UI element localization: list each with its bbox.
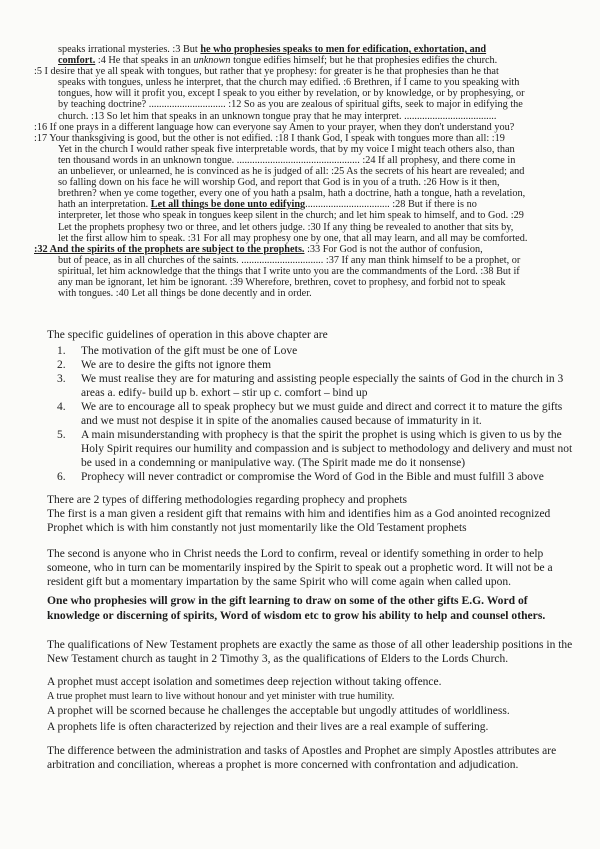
guidelines-intro: The specific guidelines of operation in this above chapter are xyxy=(47,329,328,341)
paragraph-qualifications: The qualifications of New Testament prophets are exactly the same as those of all other leadership positions in the New Testament church as taught in 2 Timothy 3, as the qualifications of Elders to the Lords Church. xyxy=(47,639,573,665)
scripture-line: :5 I desire that ye all speak with tongues, but rather that ye prophesy: for greater is he that prophesies than he that xyxy=(34,66,499,78)
scripture-line: with tongues. :40 Let all things be done decently and in order. xyxy=(58,288,312,300)
list-item: 4. We are to encourage all to speak prophecy but we must guide and direct and correct it to mature the gifts and we must not despise it in spite of the anomalies caused because of immaturity in it. xyxy=(57,401,563,427)
scripture-line: brethren? when ye come together, every one of you hath a psalm, hath a doctrine, hath a tongue, hath a revelation, xyxy=(58,188,526,200)
list-item: 2. We are to desire the gifts not ignore them xyxy=(57,359,272,371)
scripture-line: Yet in the church I would rather speak five interpretable words, that by my voice I might teach others also, than xyxy=(58,143,515,155)
list-item: 1. The motivation of the gift must be one of Love xyxy=(57,345,298,357)
scripture-line: hath an interpretation. Let all things be done unto edifying................................. :28 But if there is no xyxy=(58,199,477,211)
paragraph-difference: The difference between the administration and tasks of Apostles and Prophet are simply Apostles attributes are arbitration and conciliation, whereas a prophet is more concerned with confrontation and adjudication. xyxy=(47,745,557,771)
list-item: 6. Prophecy will never contradict or compromise the Word of God in the Bible and must fulfill 3 above xyxy=(57,471,544,483)
scripture-line: but of peace, as in all churches of the saints. ................................ :37 If any man think himself to be a prophet, or xyxy=(58,254,521,266)
scripture-line: church. :13 So let him that speaks in an unknown tongue pray that he may interpret. .................................... xyxy=(58,110,497,122)
scripture-passage xyxy=(34,44,574,299)
scripture-line: ten thousand words in an unknown tongue. ................................................ :24 If all prophesy, and there come in xyxy=(58,154,516,166)
scripture-line: let the first allow him to speak. :31 For all may prophesy one by one, that all may learn, and all may be comforted. xyxy=(58,232,528,244)
scripture-line: interpreter, let those who speak in tongues keep silent in the church; and let him speak to himself, and to God. :29 xyxy=(58,210,524,222)
scripture-line: speaks irrational mysteries. :3 But he who prophesies speaks to men for edification, exhortation, and xyxy=(58,44,487,55)
paragraph-second-type: The second is anyone who in Christ needs the Lord to confirm, reveal or identify something in order to help someone, who in turn can be momentarily inspired by the Spirit to speak out a prophetic word. It will not be a resident gift but a momentary impartation by the same Spirit who will come again when called upon. xyxy=(47,548,553,588)
scripture-line: :32 And the spirits of the prophets are subject to the prophets. :33 For God is not the author of confusion, xyxy=(34,243,483,255)
line-scorned: A prophet will be scorned because he challenges the acceptable but ungodly attitudes of worldliness. xyxy=(47,705,510,717)
paragraph-first-type: The first is a man given a resident gift that remains with him and identifies him as a God anointed recognized Prophet which is with him constantly not just momentarily like the Old Testament prophets xyxy=(47,508,551,534)
scripture-line: spiritual, let him acknowledge that the things that I write unto you are the commandments of the Lord. :38 But if xyxy=(58,265,520,277)
paragraph-growth: One who prophesies will grow in the gift learning to draw on some of the other gifts E.G. Word of knowledge or discerning of spirits, Word of wisdom etc to grow his ability to help and counsel others. xyxy=(47,594,546,622)
line-life: A prophets life is often characterized by rejection and their lives are a real example of suffering. xyxy=(47,721,489,733)
paragraph-types: There are 2 types of differing methodologies regarding prophecy and prophets xyxy=(47,494,408,506)
scripture-line: :17 Your thanksgiving is good, but the other is not edified. :18 I thank God, I speak with tongues more than all: :19 xyxy=(34,132,505,144)
scripture-line: :16 If one prays in a different language how can everyone say Amen to your prayer, when they don't understand you? xyxy=(34,121,515,133)
scripture-line: Let the prophets prophesy two or three, and let others judge. :30 If any thing be revealed to another that sits by, xyxy=(58,221,514,233)
scripture-line: any man be ignorant, let him be ignorant. :39 Wherefore, brethren, covet to prophesy, and forbid not to speak xyxy=(58,276,506,288)
scripture-line: by teaching doctrine? .............................. :12 So as you are zealous of spiritual gifts, seek to major in edifying the xyxy=(58,99,523,111)
list-item: 3. We must realise they are for maturing and assisting people especially the saints of God in the church in 3 areas a. edify- build up b. exhort – stir up c. comfort – bind up xyxy=(57,373,564,399)
guidelines-list xyxy=(47,344,577,484)
list-item: 5. A main misunderstanding with prophecy is that the spirit the prophet is using which is given to us by the Holy Spirit requires our humility and compassion and is subject to methodology and delivery and must not be used in a condemning or manipulative way. (The Spirit made me do it nonsense) xyxy=(57,429,573,469)
line-honour: A true prophet must learn to live without honour and yet minister with true humility. xyxy=(47,691,395,702)
scripture-line: speaks with tongues, unless he interpret, that the church may edified. :6 Brethren, if I came to you speaking with xyxy=(58,77,520,89)
scripture-line: comfort. :4 He that speaks in an unknown tongue edifies himself; but he that prophesies edifies the church. xyxy=(58,55,498,67)
scripture-line: tongues, how will it profit you, except I speak to you either by revelation, or by knowledge, or by prophesying, or xyxy=(58,88,525,100)
scripture-line: an unbeliever, or unlearned, he is convinced as he is judged of all: :25 As the secrets of his heart are revealed; and xyxy=(58,166,525,178)
line-isolation: A prophet must accept isolation and sometimes deep rejection without taking offence. xyxy=(47,676,442,688)
scripture-line: so falling down on his face he will worship God, and report that God is in you of a truth. :26 How is it then, xyxy=(58,177,500,189)
